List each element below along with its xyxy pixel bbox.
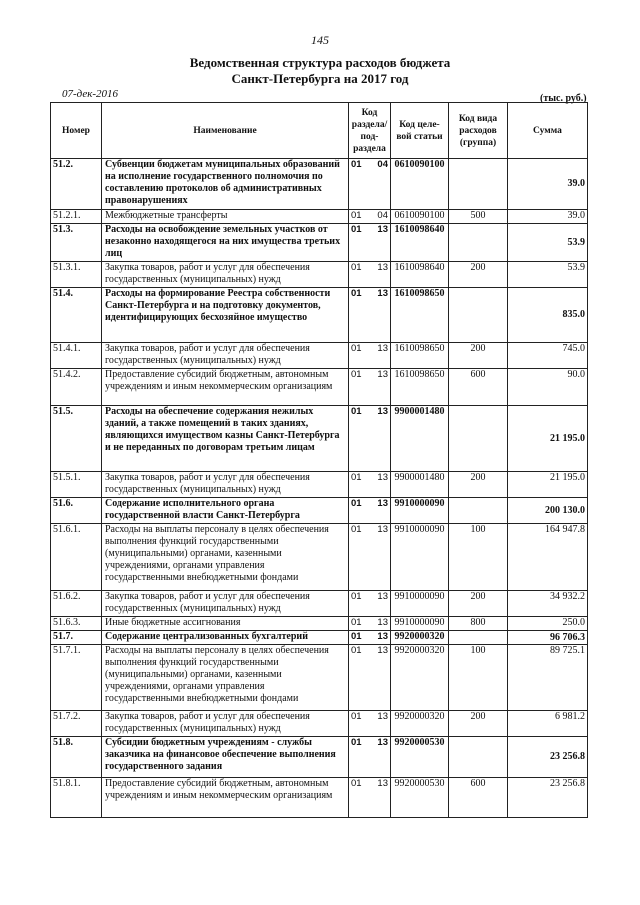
header-section: Код раздела/ под- раздела	[349, 103, 391, 159]
table-row	[51, 159, 588, 210]
row-section: 01	[351, 406, 362, 417]
row-section: 01	[351, 778, 362, 789]
row-section: 01	[351, 159, 362, 170]
row-subsection: 13	[377, 778, 388, 789]
row-name: Закупка товаров, работ и услуг для обеспечения государственных (муниципальных) нужд	[102, 262, 349, 288]
row-number: 51.6.3.	[51, 617, 102, 631]
row-section: 01	[351, 591, 362, 602]
row-expense-type	[449, 631, 508, 645]
row-article-code: 9920000320	[391, 645, 449, 711]
row-name: Субсидии бюджетным учреждениям - службы заказчика на финансовое обеспечение выполнения государственного задания	[102, 737, 349, 778]
table-row	[51, 498, 588, 524]
row-expense-type: 600	[449, 778, 508, 818]
table-body	[51, 159, 588, 818]
row-number: 51.4.1.	[51, 343, 102, 369]
row-sum: 200 130.0	[508, 498, 588, 524]
row-subsection: 13	[377, 737, 388, 748]
row-section: 01	[351, 210, 362, 221]
row-sum: 6 981.2	[508, 711, 588, 737]
header-name: Наименование	[102, 103, 349, 159]
row-number: 51.3.1.	[51, 262, 102, 288]
row-article-code: 1610098650	[391, 343, 449, 369]
row-sum: 53.9	[508, 224, 588, 262]
units-label: (тыс. руб.)	[540, 93, 587, 104]
row-section-code	[349, 369, 391, 406]
row-section: 01	[351, 369, 362, 380]
row-expense-type: 200	[449, 711, 508, 737]
row-sum: 53.9	[508, 262, 588, 288]
row-expense-type: 100	[449, 645, 508, 711]
row-section: 01	[351, 262, 362, 273]
row-number: 51.6.1.	[51, 524, 102, 591]
row-section-code	[349, 711, 391, 737]
row-section-code	[349, 210, 391, 224]
row-section-code	[349, 591, 391, 617]
row-expense-type: 100	[449, 524, 508, 591]
row-section: 01	[351, 288, 362, 299]
row-article-code: 9910000090	[391, 617, 449, 631]
table-row	[51, 711, 588, 737]
row-name: Закупка товаров, работ и услуг для обеспечения государственных (муниципальных) нужд	[102, 343, 349, 369]
row-section-code	[349, 617, 391, 631]
table-row	[51, 778, 588, 818]
row-subsection: 13	[377, 591, 388, 602]
row-number: 51.7.	[51, 631, 102, 645]
page-number: 145	[311, 33, 329, 47]
row-section-code	[349, 343, 391, 369]
row-expense-type: 200	[449, 343, 508, 369]
row-sum: 164 947.8	[508, 524, 588, 591]
row-section-code	[349, 288, 391, 343]
row-name: Расходы на выплаты персоналу в целях обеспечения выполнения функций государственными (муниципальными) органами, казенными учреждениями, органами управления государственными внебюджетными фондами	[102, 645, 349, 711]
row-article-code: 9920000320	[391, 711, 449, 737]
row-subsection: 13	[377, 262, 388, 273]
row-subsection: 13	[377, 472, 388, 483]
row-article-code: 9910000090	[391, 591, 449, 617]
row-article-code: 9900001480	[391, 406, 449, 472]
row-article-code: 1610098640	[391, 262, 449, 288]
row-name: Расходы на освобождение земельных участков от незаконно находящегося на них имущества третьих лиц	[102, 224, 349, 262]
row-sum: 250.0	[508, 617, 588, 631]
table-header-row	[51, 103, 588, 159]
row-subsection: 13	[377, 645, 388, 656]
row-subsection: 13	[377, 406, 388, 417]
row-name: Содержание исполнительного органа государственной власти Санкт-Петербурга	[102, 498, 349, 524]
row-sum: 89 725.1	[508, 645, 588, 711]
row-subsection: 13	[377, 617, 388, 628]
row-expense-type: 200	[449, 591, 508, 617]
row-section-code	[349, 262, 391, 288]
row-number: 51.3.	[51, 224, 102, 262]
table-row	[51, 262, 588, 288]
table-row	[51, 737, 588, 778]
row-expense-type	[449, 224, 508, 262]
table-row	[51, 288, 588, 343]
row-section-code	[349, 524, 391, 591]
row-sum: 96 706.3	[508, 631, 588, 645]
row-name: Закупка товаров, работ и услуг для обеспечения государственных (муниципальных) нужд	[102, 472, 349, 498]
row-article-code: 9910000090	[391, 524, 449, 591]
row-article-code: 1610098650	[391, 369, 449, 406]
row-expense-type: 200	[449, 472, 508, 498]
row-name: Закупка товаров, работ и услуг для обеспечения государственных (муниципальных) нужд	[102, 591, 349, 617]
row-name: Закупка товаров, работ и услуг для обеспечения государственных (муниципальных) нужд	[102, 711, 349, 737]
row-number: 51.5.	[51, 406, 102, 472]
row-expense-type: 200	[449, 262, 508, 288]
row-name: Предоставление субсидий бюджетным, автономным учреждениям и иным некоммерческим организациям	[102, 369, 349, 406]
title-line-2: Санкт-Петербурга на 2017 год	[231, 71, 409, 86]
header-number: Номер	[51, 103, 102, 159]
table-row	[51, 645, 588, 711]
row-name: Расходы на формирование Реестра собственности Санкт-Петербурга и на подготовку документов, идентифицирующих бесхозяйное имущество	[102, 288, 349, 343]
row-name: Субвенции бюджетам муниципальных образований на исполнение государственного полномочия по составлению протоколов об административных правонарушениях	[102, 159, 349, 210]
row-number: 51.2.	[51, 159, 102, 210]
header-expense-type: Код вида расходов (группа)	[449, 103, 508, 159]
row-name: Расходы на выплаты персоналу в целях обеспечения выполнения функций государственными (муниципальными) органами, казенными учреждениями, органами управления государственными внебюджетными фондами	[102, 524, 349, 591]
row-number: 51.8.1.	[51, 778, 102, 818]
row-article-code: 9920000320	[391, 631, 449, 645]
table-row	[51, 369, 588, 406]
row-expense-type	[449, 288, 508, 343]
row-section: 01	[351, 631, 362, 642]
row-article-code: 9900001480	[391, 472, 449, 498]
row-number: 51.2.1.	[51, 210, 102, 224]
row-subsection: 13	[377, 288, 388, 299]
table-row	[51, 406, 588, 472]
row-section: 01	[351, 472, 362, 483]
row-expense-type	[449, 406, 508, 472]
row-number: 51.6.2.	[51, 591, 102, 617]
row-section-code	[349, 631, 391, 645]
row-subsection: 04	[377, 210, 388, 221]
row-section-code	[349, 645, 391, 711]
title-line-1: Ведомственная структура расходов бюджета	[189, 55, 451, 70]
row-subsection: 04	[377, 159, 388, 170]
row-subsection: 13	[377, 631, 388, 642]
row-number: 51.4.	[51, 288, 102, 343]
row-article-code: 9920000530	[391, 737, 449, 778]
row-subsection: 13	[377, 224, 388, 235]
row-article-code: 0610090100	[391, 210, 449, 224]
row-expense-type	[449, 737, 508, 778]
header-article: Код целе- вой статьи	[391, 103, 449, 159]
row-section-code	[349, 159, 391, 210]
row-number: 51.4.2.	[51, 369, 102, 406]
table-row	[51, 591, 588, 617]
row-sum: 21 195.0	[508, 472, 588, 498]
row-section-code	[349, 498, 391, 524]
row-number: 51.8.	[51, 737, 102, 778]
row-expense-type: 500	[449, 210, 508, 224]
row-sum: 21 195.0	[508, 406, 588, 472]
table-row	[51, 210, 588, 224]
row-number: 51.6.	[51, 498, 102, 524]
table-row	[51, 224, 588, 262]
table-row	[51, 617, 588, 631]
row-section: 01	[351, 711, 362, 722]
row-section: 01	[351, 343, 362, 354]
row-section-code	[349, 737, 391, 778]
document-date: 07-дек-2016	[62, 88, 119, 100]
row-name: Содержание централизованных бухгалтерий	[102, 631, 349, 645]
row-sum: 39.0	[508, 159, 588, 210]
table-row	[51, 343, 588, 369]
row-sum: 23 256.8	[508, 778, 588, 818]
row-subsection: 13	[377, 343, 388, 354]
row-article-code: 9910000090	[391, 498, 449, 524]
row-name: Иные бюджетные ассигнования	[102, 617, 349, 631]
row-section: 01	[351, 524, 362, 535]
row-sum: 90.0	[508, 369, 588, 406]
row-sum: 23 256.8	[508, 737, 588, 778]
row-section-code	[349, 778, 391, 818]
budget-table	[50, 102, 588, 818]
row-section: 01	[351, 737, 362, 748]
row-subsection: 13	[377, 369, 388, 380]
row-section: 01	[351, 617, 362, 628]
table-row	[51, 524, 588, 591]
row-subsection: 13	[377, 498, 388, 509]
row-expense-type: 800	[449, 617, 508, 631]
row-sum: 745.0	[508, 343, 588, 369]
row-expense-type: 600	[449, 369, 508, 406]
row-number: 51.7.1.	[51, 645, 102, 711]
row-section-code	[349, 224, 391, 262]
row-sum: 39.0	[508, 210, 588, 224]
row-article-code: 1610098650	[391, 288, 449, 343]
row-number: 51.5.1.	[51, 472, 102, 498]
row-sum: 835.0	[508, 288, 588, 343]
row-expense-type	[449, 498, 508, 524]
row-section-code	[349, 406, 391, 472]
row-name: Межбюджетные трансферты	[102, 210, 349, 224]
row-section-code	[349, 472, 391, 498]
row-subsection: 13	[377, 524, 388, 535]
row-section: 01	[351, 224, 362, 235]
table-row	[51, 472, 588, 498]
row-expense-type	[449, 159, 508, 210]
document-title	[0, 55, 640, 87]
row-name: Расходы на обеспечение содержания нежилых зданий, а также помещений в таких зданиях, являющихся имуществом казны Санкт-Петербурга и не переданных по договорам третьим лицам	[102, 406, 349, 472]
row-section: 01	[351, 645, 362, 656]
table-row	[51, 631, 588, 645]
header-sum: Сумма	[508, 103, 588, 159]
row-section: 01	[351, 498, 362, 509]
row-subsection: 13	[377, 711, 388, 722]
row-article-code: 9920000530	[391, 778, 449, 818]
row-number: 51.7.2.	[51, 711, 102, 737]
row-name: Предоставление субсидий бюджетным, автономным учреждениям и иным некоммерческим организациям	[102, 778, 349, 818]
row-article-code: 1610098640	[391, 224, 449, 262]
row-sum: 34 932.2	[508, 591, 588, 617]
row-article-code: 0610090100	[391, 159, 449, 210]
